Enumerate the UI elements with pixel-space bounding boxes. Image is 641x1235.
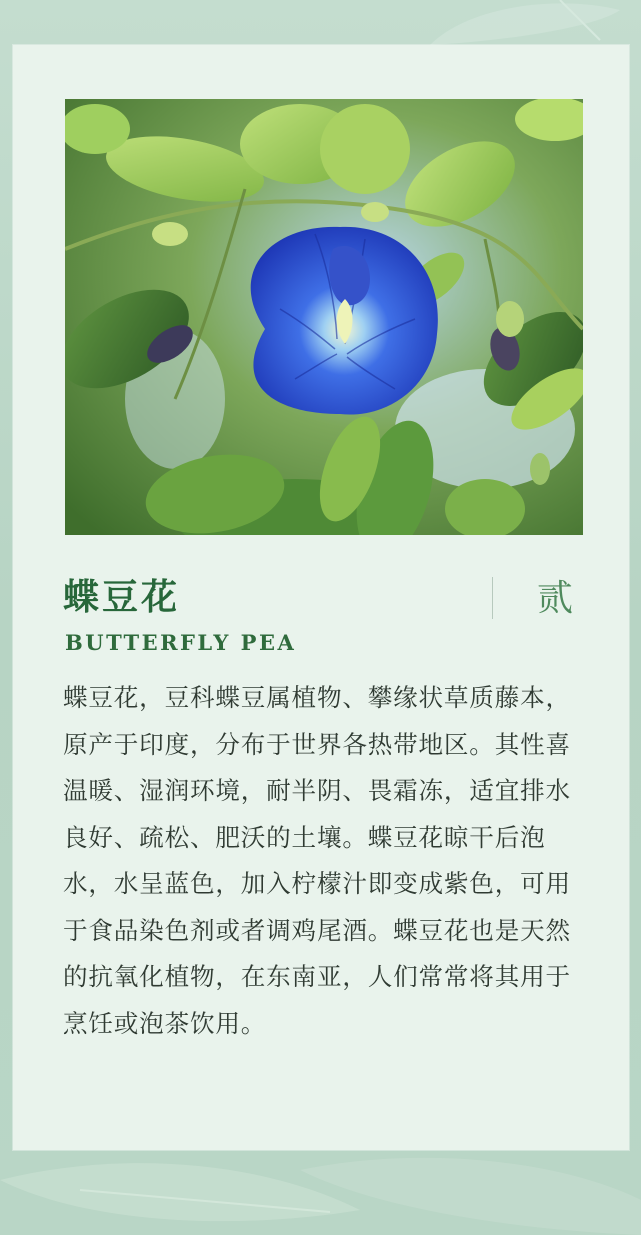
title-divider — [492, 577, 493, 619]
background-leaves-bottom — [0, 1150, 641, 1235]
flower-description: 蝶豆花，豆科蝶豆属植物、攀缘状草质藤本，原产于印度，分布于世界各热带地区。其性喜温暖、湿润环境，耐半阴、畏霜冻，适宜排水良好、疏松、肥沃的土壤。蝶豆花晾干后泡水，水呈蓝色，加入柠檬汁即变成紫色，可用于食品染色剂或者调鸡尾酒。蝶豆花也是天然的抗氧化植物，在东南亚，人们常常将其用于烹饪或泡茶饮用。 — [63, 683, 571, 1038]
card-number: 贰 — [537, 578, 574, 619]
flower-title-english: BUTTERFLY PEA — [65, 630, 297, 655]
flower-title-chinese: 蝶豆花 — [63, 576, 181, 618]
info-card — [13, 45, 629, 1150]
flower-photo — [65, 99, 583, 535]
